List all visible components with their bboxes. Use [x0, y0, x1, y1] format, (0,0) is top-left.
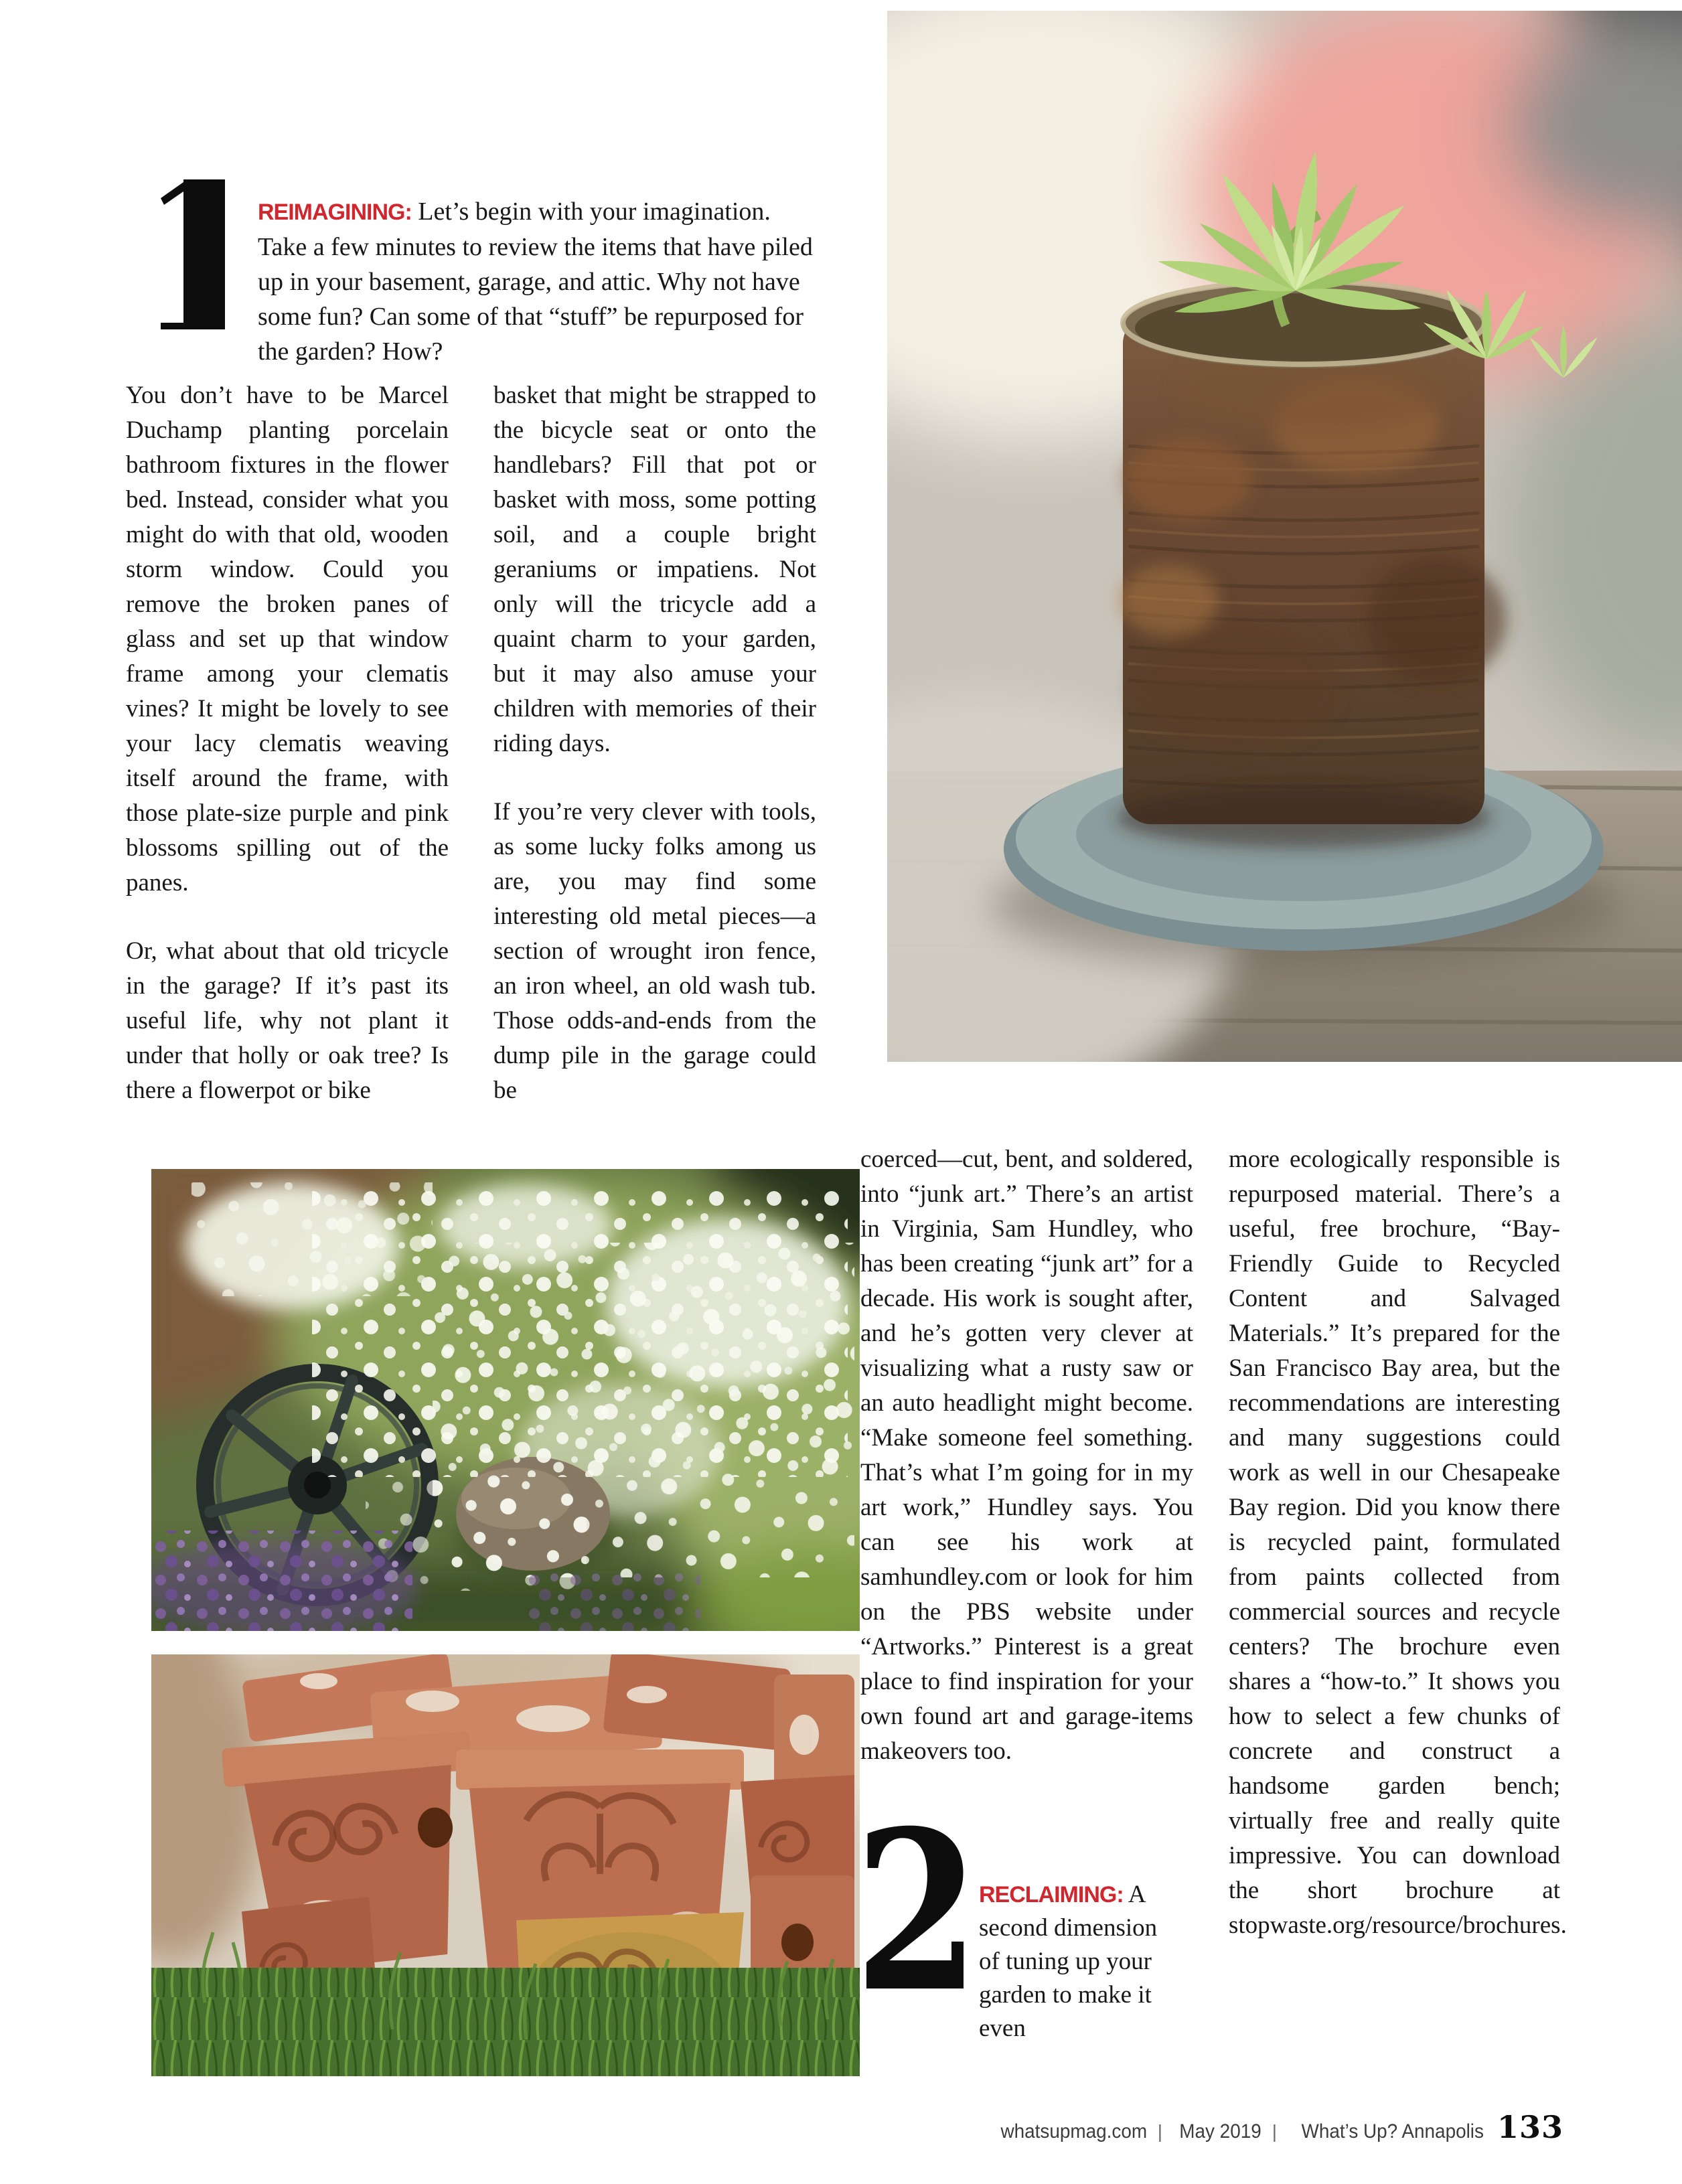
footer-issue-date: May 2019 [1179, 2120, 1262, 2142]
step-1-intro-text: Let’s begin with your imagination. Take a few minutes to review the items that have piled up in your basement, garage, and attic. Why not have some fun? Can some of that “stuff” be repurposed for the garden? How? [258, 198, 813, 366]
drop-cap-numeral-1 [161, 178, 228, 333]
body-paragraph: You don’t have to be Marcel Duchamp planting porcelain bathroom fixtures in the flower bed. Instead, consider what you might do with that old, wooden storm window. Could you remove the broken panes of glass and set up that window frame among your clematis vines? It might be lovely to see your lacy clematis weaving itself around the frame, with those plate-size purple and pink blossoms spilling out of the panes. [126, 382, 449, 896]
text-column-2 [493, 378, 816, 1108]
body-paragraph: coerced—cut, bent, and soldered, into “junk art.” There’s an artist in Virginia, Sam Hundley, who has been creating “junk art” for a decade. His work is sought after, and he’s gotten very clever at visualizing what a rusty saw or an auto headlight might become. “Make someone feel something. That’s what I’m going for in my art work,” Hundley says. You can see his work at samhundley.com or look for him on the PBS website under “Artworks.” Pinterest is a great place to find inspiration for your own found art and garage-items makeovers too. [860, 1146, 1193, 1765]
salvaged-carved-bricks-photo [151, 1654, 860, 2076]
body-paragraph: more ecologically responsible is repurposed material. There’s a useful, free brochure, “Bay-Friendly Guide to Recycled Content and Salvaged Materials.” It’s prepared for the San Francisco Bay area, but the recommendations are interesting and many suggestions could work as well in our Chesapeake Bay region. Did you know there is recycled paint, formulated from paints collected from commercial sources and recycle centers? The brochure even shares a “how-to.” It shows you how to select a few chunks of concrete and construct a handsome garden bench; virtually free and really quite impressive. You can download the short brochure at stopwaste.org/resource/brochures. [1229, 1146, 1567, 1939]
text-column-4 [1229, 1142, 1567, 1943]
drop-cap-numeral-2: 2 [854, 1783, 980, 2041]
footer-website: whatsupmag.com [1000, 2120, 1147, 2142]
text-column-3 [860, 1142, 1193, 1769]
text-column-1 [126, 378, 449, 1108]
footer-separator: | [1157, 2121, 1162, 2142]
body-paragraph: Or, what about that old tricycle in the garage? If it’s past its useful life, why not plant it under that holly or oak tree? Is there a flowerpot or bike [126, 937, 449, 1104]
succulent-in-rusty-can-photo [887, 11, 1682, 1062]
step-2-intro-text: A second dimension of tuning up your garden to make it even [979, 1881, 1158, 2042]
footer-publication: What’s Up? Annapolis [1301, 2120, 1484, 2142]
page-number: 133 [1497, 2109, 1563, 2145]
step-2-label: RECLAIMING: [979, 1882, 1124, 1907]
step-1-intro [258, 194, 817, 369]
step-2-intro [979, 1878, 1170, 2045]
page-footer [990, 2109, 1563, 2145]
garden-wagon-wheel-photo [151, 1169, 860, 1631]
body-paragraph: basket that might be strapped to the bicycle seat or onto the handlebars? Fill that pot or basket with moss, some potting soil, and a couple bright geraniums or impatiens. Not only will the tricycle add a quaint charm to your garden, but it may also amuse your children with memories of their riding days. [493, 382, 816, 757]
step-1-label: REIMAGINING: [258, 200, 412, 225]
body-paragraph: If you’re very clever with tools, as some lucky folks among us are, you may find some interesting old metal pieces—a section of wrought iron fence, an iron wheel, an old wash tub. Those odds-and-ends from the dump pile in the garage could be [493, 798, 816, 1104]
footer-separator: | [1272, 2121, 1277, 2142]
